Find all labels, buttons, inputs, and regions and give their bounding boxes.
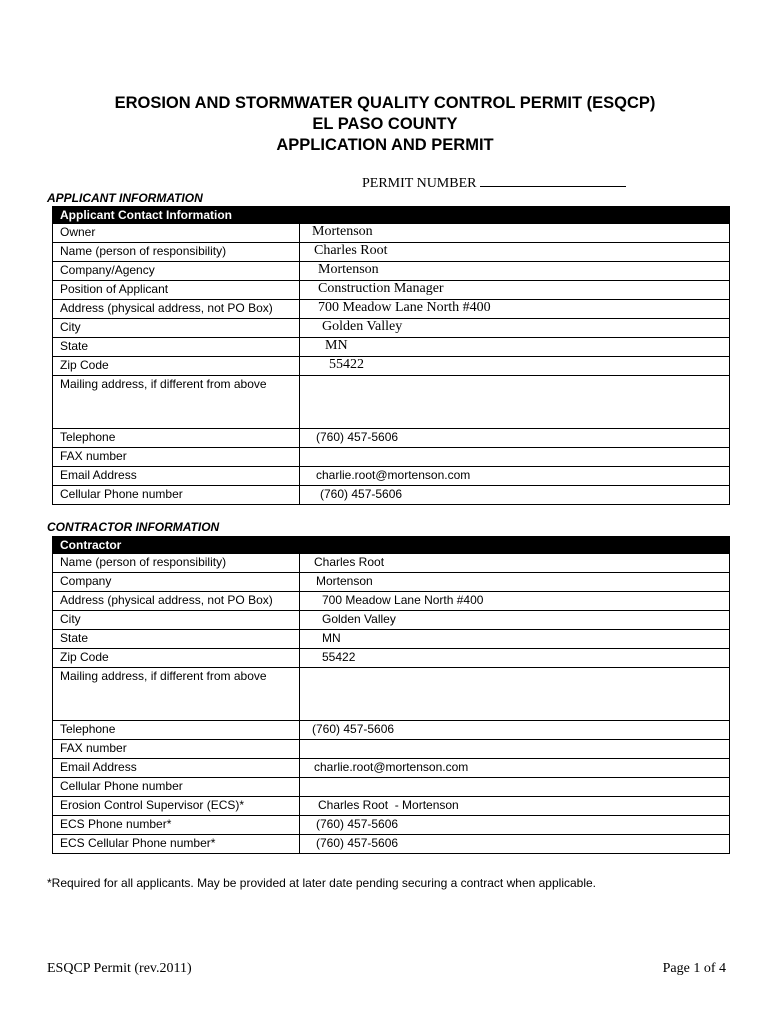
table-row — [53, 835, 730, 854]
table-row — [53, 573, 730, 592]
telephone-field[interactable]: (760) 457-5606 — [300, 429, 730, 448]
email-field[interactable]: charlie.root@mortenson.com — [300, 467, 730, 486]
table-row — [53, 429, 730, 448]
contractor-cellular-field[interactable] — [300, 778, 730, 797]
contractor-mailing-address-field[interactable] — [300, 668, 730, 721]
table-row — [53, 376, 730, 429]
city-field[interactable]: Golden Valley — [300, 319, 730, 338]
title-line-3: APPLICATION AND PERMIT — [276, 136, 494, 154]
row-label: Telephone — [53, 429, 300, 448]
row-label: FAX number — [53, 448, 300, 467]
table-row — [53, 319, 730, 338]
company-field[interactable]: Mortenson — [300, 262, 730, 281]
footer-form-id: ESQCP Permit (rev.2011) — [47, 961, 192, 976]
table-row — [53, 281, 730, 300]
contractor-fax-field[interactable] — [300, 740, 730, 759]
table-row — [53, 797, 730, 816]
row-label: ECS Cellular Phone number* — [53, 835, 300, 854]
table-row — [53, 816, 730, 835]
title-line-1: EROSION AND STORMWATER QUALITY CONTROL PERMIT (ESQCP) — [114, 94, 656, 112]
table-row — [53, 338, 730, 357]
row-label: Mailing address, if different from above — [53, 376, 300, 429]
table-row — [53, 649, 730, 668]
table-row — [53, 554, 730, 573]
contractor-address-field[interactable]: 700 Meadow Lane North #400 — [300, 592, 730, 611]
row-label: Company/Agency — [53, 262, 300, 281]
row-label: State — [53, 630, 300, 649]
row-label: Cellular Phone number — [53, 486, 300, 505]
contractor-city-field[interactable]: Golden Valley — [300, 611, 730, 630]
table-row — [53, 592, 730, 611]
table-row — [53, 448, 730, 467]
row-label: FAX number — [53, 740, 300, 759]
table-row — [53, 224, 730, 243]
row-label: City — [53, 319, 300, 338]
table-row — [53, 759, 730, 778]
table-row — [53, 243, 730, 262]
table-row — [53, 630, 730, 649]
table-row — [53, 357, 730, 376]
zip-field[interactable]: 55422 — [300, 357, 730, 376]
row-label: Zip Code — [53, 357, 300, 376]
applicant-section-heading: APPLICANT INFORMATION — [47, 191, 203, 205]
permit-number-input[interactable] — [480, 173, 626, 187]
table-row — [53, 486, 730, 505]
cellular-field[interactable]: (760) 457-5606 — [300, 486, 730, 505]
row-label: Address (physical address, not PO Box) — [53, 300, 300, 319]
footer-page-number: Page 1 of 4 — [662, 961, 726, 976]
table-row — [53, 467, 730, 486]
row-label: ECS Phone number* — [53, 816, 300, 835]
table-row — [53, 778, 730, 797]
table-row — [53, 721, 730, 740]
row-label: City — [53, 611, 300, 630]
row-label: Position of Applicant — [53, 281, 300, 300]
contractor-state-field[interactable]: MN — [300, 630, 730, 649]
row-label: Zip Code — [53, 649, 300, 668]
ecs-cellular-field[interactable]: (760) 457-5606 — [300, 835, 730, 854]
contractor-table — [52, 536, 730, 854]
row-label: Name (person of responsibility) — [53, 554, 300, 573]
contractor-name-field[interactable]: Charles Root — [300, 554, 730, 573]
contractor-table-header — [53, 537, 730, 554]
required-footnote: *Required for all applicants. May be provided at later date pending securing a contract when applicable. — [47, 876, 596, 890]
applicant-header-label: Applicant Contact Information — [53, 207, 730, 224]
address-field[interactable]: 700 Meadow Lane North #400 — [300, 300, 730, 319]
row-label: Name (person of responsibility) — [53, 243, 300, 262]
table-row — [53, 300, 730, 319]
name-field[interactable]: Charles Root — [300, 243, 730, 262]
title-line-2: EL PASO COUNTY — [312, 115, 458, 133]
row-label: Cellular Phone number — [53, 778, 300, 797]
fax-field[interactable] — [300, 448, 730, 467]
table-row — [53, 611, 730, 630]
contractor-company-field[interactable]: Mortenson — [300, 573, 730, 592]
document-title — [0, 93, 770, 156]
permit-number-field — [362, 173, 626, 192]
row-label: Telephone — [53, 721, 300, 740]
applicant-table-header — [53, 207, 730, 224]
contractor-header-label: Contractor — [53, 537, 730, 554]
contractor-section-heading: CONTRACTOR INFORMATION — [47, 520, 220, 534]
mailing-address-field[interactable] — [300, 376, 730, 429]
row-label: Address (physical address, not PO Box) — [53, 592, 300, 611]
row-label: Company — [53, 573, 300, 592]
permit-number-label: PERMIT NUMBER — [362, 176, 477, 191]
table-row — [53, 262, 730, 281]
table-row — [53, 740, 730, 759]
row-label: Mailing address, if different from above — [53, 668, 300, 721]
table-row — [53, 668, 730, 721]
row-label: State — [53, 338, 300, 357]
row-label: Erosion Control Supervisor (ECS)* — [53, 797, 300, 816]
contractor-telephone-field[interactable]: (760) 457-5606 — [300, 721, 730, 740]
row-label: Email Address — [53, 467, 300, 486]
position-field[interactable]: Construction Manager — [300, 281, 730, 300]
row-label: Owner — [53, 224, 300, 243]
contractor-zip-field[interactable]: 55422 — [300, 649, 730, 668]
applicant-table — [52, 206, 730, 505]
owner-field[interactable]: Mortenson — [300, 224, 730, 243]
ecs-phone-field[interactable]: (760) 457-5606 — [300, 816, 730, 835]
state-field[interactable]: MN — [300, 338, 730, 357]
ecs-field[interactable]: Charles Root - Mortenson — [300, 797, 730, 816]
contractor-email-field[interactable]: charlie.root@mortenson.com — [300, 759, 730, 778]
row-label: Email Address — [53, 759, 300, 778]
